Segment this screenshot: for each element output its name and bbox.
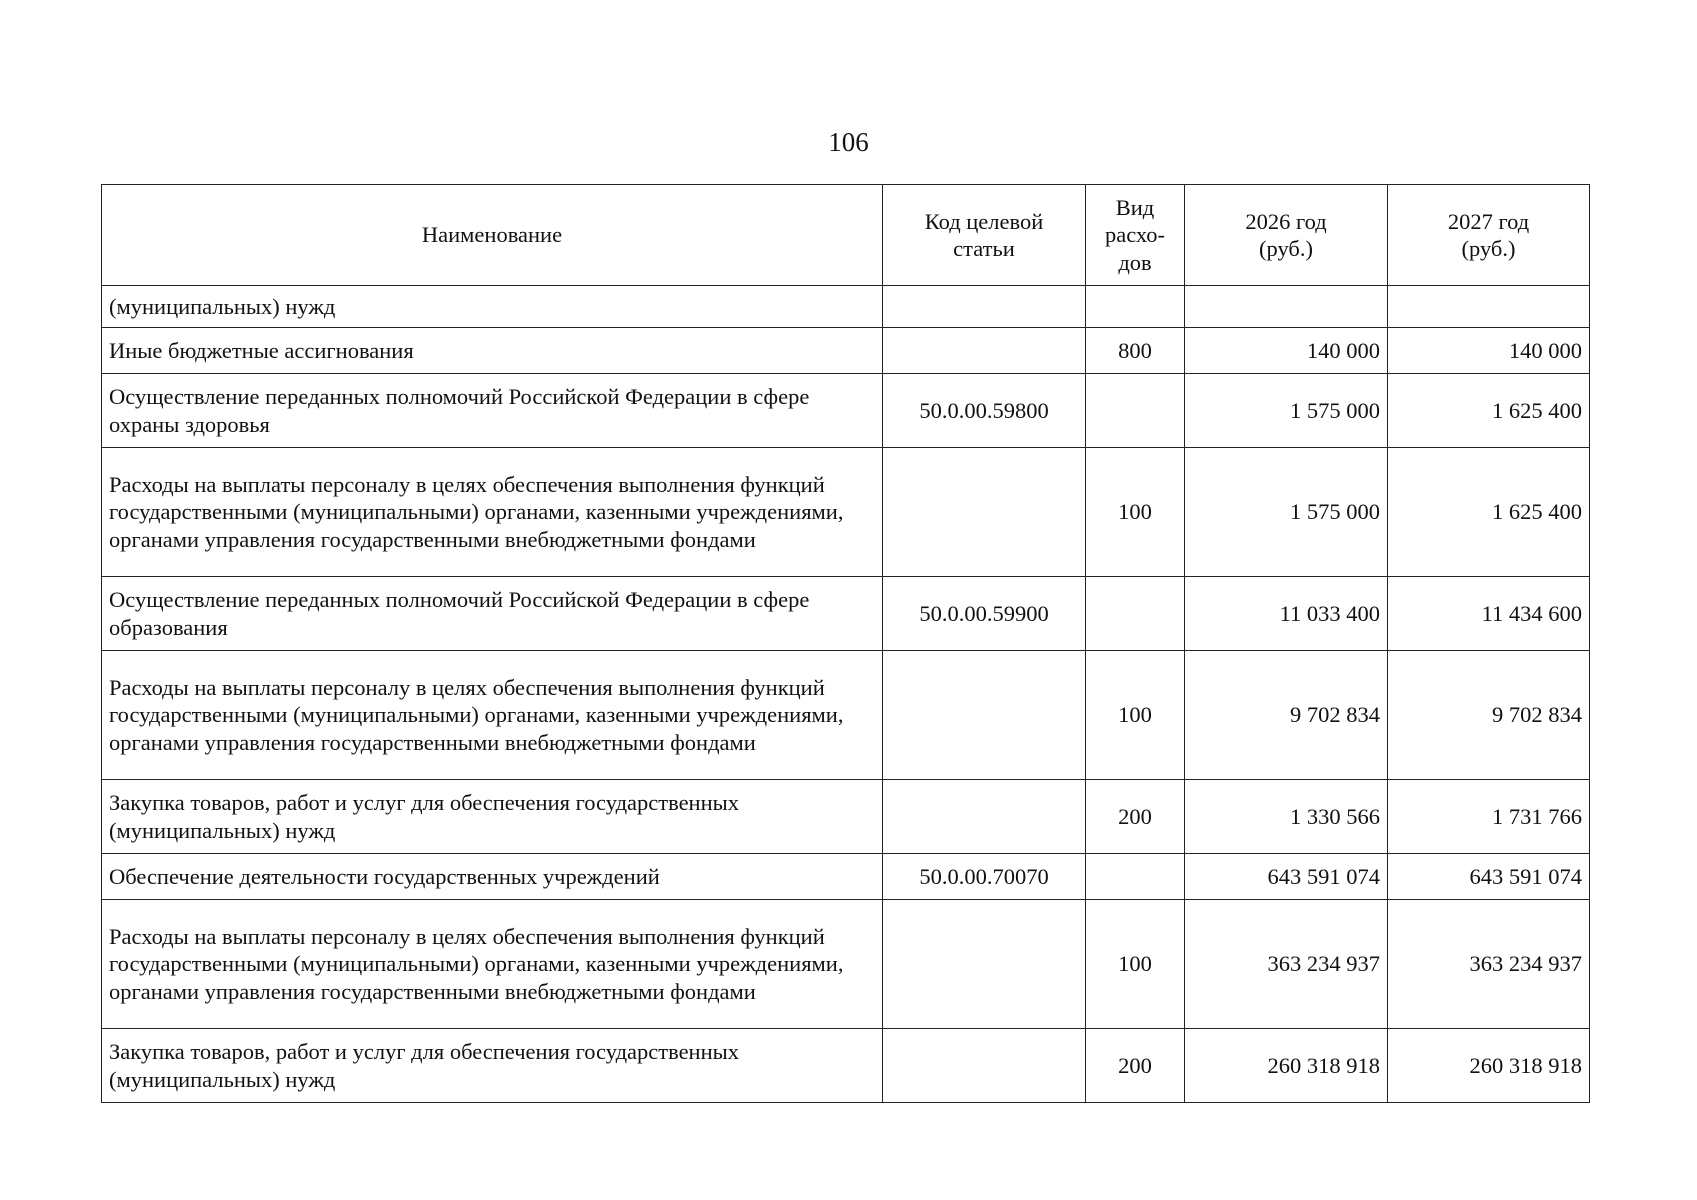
cell-kind: [1086, 374, 1185, 448]
cell-2026: 260 318 918: [1185, 1029, 1388, 1103]
header-kind-line3: дов: [1118, 249, 1152, 275]
table-row: [102, 1029, 1590, 1103]
budget-table: [101, 184, 1590, 1103]
cell-2026: 9 702 834: [1185, 651, 1388, 780]
cell-code: [883, 900, 1086, 1029]
cell-2027: [1388, 286, 1590, 328]
cell-name: Расходы на выплаты персоналу в целях обеспечения выполнения функций государственными (муниципальными) органами, казенными учреждениями, органами управления государственными внебюджетными фондами: [102, 448, 883, 577]
cell-kind: 200: [1086, 780, 1185, 854]
cell-2027: 9 702 834: [1388, 651, 1590, 780]
cell-name: Обеспечение деятельности государственных учреждений: [102, 854, 883, 900]
table-row: [102, 448, 1590, 577]
cell-2027: 1 625 400: [1388, 374, 1590, 448]
table-row: [102, 651, 1590, 780]
header-2026-line1: 2026 год: [1245, 208, 1327, 234]
cell-2027: 363 234 937: [1388, 900, 1590, 1029]
table-row: [102, 854, 1590, 900]
header-2027-line1: 2027 год: [1447, 208, 1530, 234]
cell-name: Закупка товаров, работ и услуг для обеспечения государственных (муниципальных) нужд: [102, 780, 883, 854]
cell-kind: 200: [1086, 1029, 1185, 1103]
cell-kind: [1086, 854, 1185, 900]
table-header-row: [102, 185, 1590, 286]
header-code: [883, 185, 1086, 286]
header-2027: [1388, 185, 1590, 286]
cell-code: 50.0.00.59900: [883, 577, 1086, 651]
cell-name: Иные бюджетные ассигнования: [102, 328, 883, 374]
table-row: [102, 286, 1590, 328]
cell-2027: 1 625 400: [1388, 448, 1590, 577]
header-name: [102, 185, 883, 286]
table-row: [102, 900, 1590, 1029]
cell-2026: 1 330 566: [1185, 780, 1388, 854]
cell-2027: 260 318 918: [1388, 1029, 1590, 1103]
cell-kind: [1086, 577, 1185, 651]
page-number: 106: [828, 127, 869, 157]
cell-code: [883, 448, 1086, 577]
header-code-line1: Код целевой: [924, 208, 1044, 234]
cell-kind: 100: [1086, 900, 1185, 1029]
cell-2026: 643 591 074: [1185, 854, 1388, 900]
cell-name: Осуществление переданных полномочий Российской Федерации в сфере охраны здоровья: [102, 374, 883, 448]
header-name-label: Наименование: [421, 222, 563, 248]
header-2027-line2: (руб.): [1461, 236, 1516, 261]
header-code-line2: статьи: [953, 236, 1015, 261]
cell-kind: 100: [1086, 651, 1185, 780]
header-2026-line2: (руб.): [1259, 236, 1313, 261]
header-kind-line2: расхо-: [1104, 222, 1166, 248]
cell-name: Закупка товаров, работ и услуг для обеспечения государственных (муниципальных) нужд: [102, 1029, 883, 1103]
cell-name: Расходы на выплаты персоналу в целях обеспечения выполнения функций государственными (муниципальными) органами, казенными учреждениями, органами управления государственными внебюджетными фондами: [102, 651, 883, 780]
cell-2026: 11 033 400: [1185, 577, 1388, 651]
table-row: [102, 374, 1590, 448]
cell-kind: [1086, 286, 1185, 328]
header-2026: [1185, 185, 1388, 286]
cell-name: Расходы на выплаты персоналу в целях обеспечения выполнения функций государственными (муниципальными) органами, казенными учреждениями, органами управления государственными внебюджетными фондами: [102, 900, 883, 1029]
table-row: [102, 780, 1590, 854]
table-row: [102, 577, 1590, 651]
table-body: [102, 286, 1590, 1103]
cell-2026: 1 575 000: [1185, 448, 1388, 577]
cell-name: Осуществление переданных полномочий Российской Федерации в сфере образования: [102, 577, 883, 651]
cell-code: 50.0.00.70070: [883, 854, 1086, 900]
cell-code: 50.0.00.59800: [883, 374, 1086, 448]
table-row: [102, 328, 1590, 374]
cell-code: [883, 780, 1086, 854]
cell-2026: 1 575 000: [1185, 374, 1388, 448]
header-kind-line1: Вид: [1115, 194, 1155, 220]
cell-code: [883, 1029, 1086, 1103]
cell-code: [883, 286, 1086, 328]
cell-2026: 363 234 937: [1185, 900, 1388, 1029]
header-kind: [1086, 185, 1185, 286]
cell-2027: 140 000: [1388, 328, 1590, 374]
cell-2027: 11 434 600: [1388, 577, 1590, 651]
cell-name: (муниципальных) нужд: [102, 286, 883, 328]
cell-2026: 140 000: [1185, 328, 1388, 374]
cell-2027: 643 591 074: [1388, 854, 1590, 900]
cell-code: [883, 651, 1086, 780]
cell-code: [883, 328, 1086, 374]
cell-2026: [1185, 286, 1388, 328]
cell-kind: 100: [1086, 448, 1185, 577]
cell-kind: 800: [1086, 328, 1185, 374]
cell-2027: 1 731 766: [1388, 780, 1590, 854]
